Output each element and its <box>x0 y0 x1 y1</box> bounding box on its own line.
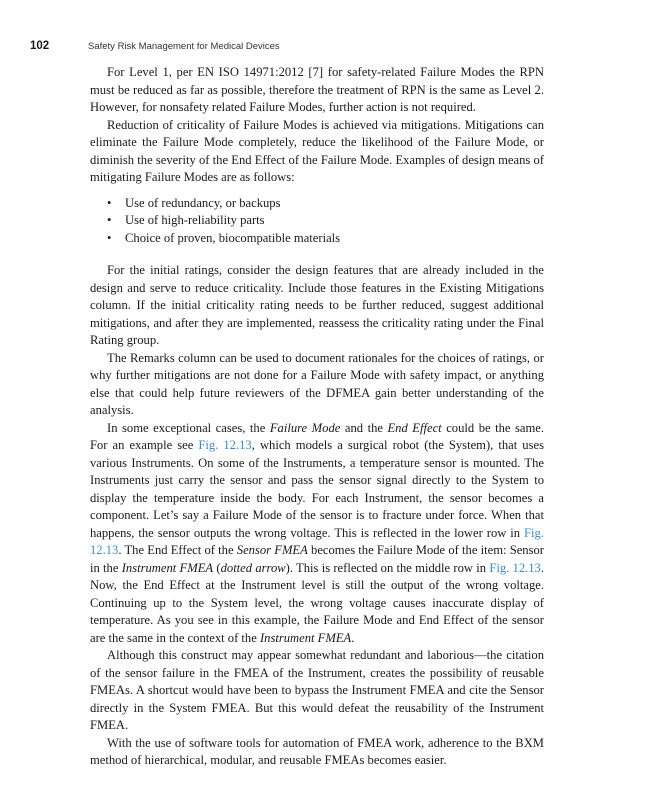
paragraph: In some exceptional cases, the Failure Mode and the End Effect could be the same. For an example see Fig. 12.13, which models a surgical robot (the System), that uses various Instruments. On some of the Instruments, a temperature sensor is mounted. The Instruments just carry the sensor and pass the sensor signal directly to the System to display the temperature inside the body. For each Instrument, the sensor becomes a component. Let’s say a Failure Mode of the sensor is to fracture under force. When that happens, the sensor outputs the wrong voltage. This is reflected in the lower row in Fig. 12.13. The End Effect of the Sensor FMEA becomes the Failure Mode of the item: Sensor in the Instrument FMEA (dotted arrow). This is reflected on the middle row in Fig. 12.13. Now, the End Effect at the Instrument level is still the output of the wrong voltage. Continuing up to the System level, the wrong voltage causes inaccurate display of temperature. As you see in this example, the Failure Mode and End Effect of the sensor are the same in the context of the Instrument FMEA. <box>90 420 545 645</box>
paragraph: The Remarks column can be used to document rationales for the choices of ratings, or why further mitigations are not done for a Failure Mode with safety impact, or anything else that could help future reviewers of the DFMEA gain better understanding of the analysis. <box>90 350 544 417</box>
italic-term: Failure Mode <box>269 420 341 435</box>
bullet-list <box>90 195 544 248</box>
italic-term: Instrument FMEA <box>121 560 214 575</box>
italic-term: Instrument FMEA <box>259 630 352 645</box>
italic-term: Sensor FMEA <box>236 543 308 557</box>
body-text <box>90 64 544 770</box>
figure-link[interactable]: Fig. 12.13 <box>489 560 541 575</box>
list-item: • Use of redundancy, or backups <box>107 195 544 213</box>
paragraph: With the use of software tools for automation of FMEA work, adherence to the BXM method of hierarchical, modular, and reusable FMEAs becomes easier. <box>90 735 544 767</box>
list-item: • Choice of proven, biocompatible materials <box>107 230 544 248</box>
paragraph: Reduction of criticality of Failure Modes is achieved via mitigations. Mitigations can eliminate the Failure Mode completely, reduce the likelihood of the Failure Mode, or diminish the severity of the End Effect of the Failure Mode. Examples of design means of mitigating Failure Modes are as follows: <box>90 117 544 184</box>
paragraph: For Level 1, per EN ISO 14971:2012 [7] for safety-related Failure Modes the RPN must be reduced as far as possible, therefore the treatment of RPN is the same as Level 2. However, for nonsafety related Failure Modes, further action is not required. <box>90 65 544 114</box>
figure-link[interactable]: Fig. 12.13 <box>90 525 544 557</box>
page-number: 102 <box>30 40 50 52</box>
figure-link[interactable]: Fig. 12.13 <box>198 438 252 452</box>
italic-term: End Effect <box>387 420 442 435</box>
italic-term: dotted arrow <box>220 560 286 575</box>
running-head: Safety Risk Management for Medical Devices <box>88 41 280 52</box>
paragraph: Although this construct may appear somewhat redundant and laborious—the citation of the sensor failure in the FMEA of the Instrument, creates the possibility of reusable FMEAs. A shortcut would have been to bypass the Instrument FMEA and cite the Sensor directly in the System FMEA. But this would defeat the reusability of the Instrument FMEA. <box>90 648 544 732</box>
page-header <box>30 40 280 54</box>
paragraph: For the initial ratings, consider the design features that are already included in the design and serve to reduce criticality. Include those features in the Existing Mitigations column. If the initial criticality rating needs to be further reduced, suggest additional mitigations, and after they are implemented, reassess the criticality rating under the Final Rating group. <box>90 263 544 347</box>
list-item: • Use of high-reliability parts <box>107 212 544 230</box>
